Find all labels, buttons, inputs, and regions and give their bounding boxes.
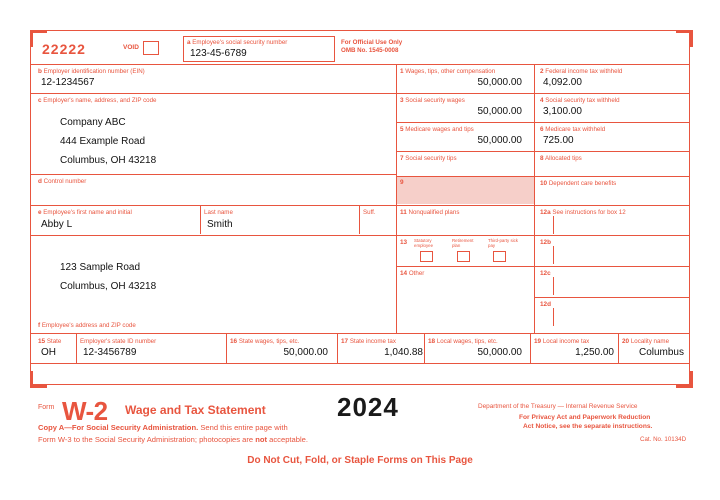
footer-cat-no: Cat. No. 10134D [640,436,687,443]
footer-form-title: Wage and Tax Statement [125,403,266,417]
box-12b-number: 12b [540,239,552,246]
box-e-letter: e [38,209,42,216]
box-6-value[interactable]: 725.00 [543,135,574,146]
box-17-number: 17 [341,338,349,345]
box-1-number: 1 [400,68,404,75]
box-c-line3[interactable]: Columbus, OH 43218 [60,155,157,166]
box-f-letter: f [38,322,41,329]
box-4-label: Social security tax withheld [545,97,620,104]
box-3-ss-wages [400,95,530,121]
box-12c [540,268,685,297]
box-2-fed-tax [540,66,685,92]
box-e-suffix-label: Suff. [363,209,376,216]
box-9-number: 9 [400,179,404,186]
divider-lastname-suffix [359,206,360,234]
crop-mark-top-right [676,30,693,47]
box-7-label: Social security tips [405,155,457,162]
box-15-employer-state-id-value[interactable]: 12-3456789 [83,347,137,358]
box-d-control-number [38,176,393,204]
void-label: VOID [123,44,139,51]
box-e-last-name-label: Last name [204,209,233,216]
box-13-thirdparty-label: Third-party sick pay [488,238,519,248]
box-5-value[interactable]: 50,000.00 [477,135,522,146]
box-12a-number: 12a [540,209,551,216]
box-e-first-name [38,207,198,234]
box-20-locality-name [622,336,686,362]
box-5-number: 5 [400,126,404,133]
official-use-line1: For Official Use Only [341,39,403,46]
box-19-value[interactable]: 1,250.00 [575,347,614,358]
divider-17-18 [424,334,425,363]
footer-privacy-line1: For Privacy Act and Paperwork Reduction [519,414,651,421]
box-a-ssn [183,36,335,62]
box-12d [540,299,685,331]
divider-row2-row3 [396,122,689,123]
footer-tax-year: 2024 [337,392,399,422]
box-e-last-name-value[interactable]: Smith [207,219,233,230]
box-10-dependent-care [540,178,685,204]
divider-row6-row7 [396,235,689,236]
box-8-number: 8 [540,155,544,162]
box-d-letter: d [38,178,42,185]
box-19-number: 19 [534,338,542,345]
divider-bottom-row [31,363,689,364]
divider-16-17 [337,334,338,363]
box-c-letter: c [38,97,42,104]
box-11-label: Nonqualified plans [408,209,460,216]
footer-copy-a-line2 [38,435,308,444]
control-number-top-value: 22222 [42,41,86,57]
footer-copy-a-line1 [38,423,288,432]
box-19-label: Local income tax [542,338,590,345]
box-b-ein [38,66,393,92]
box-10-label: Dependent care benefits [548,180,617,187]
divider-state-stateid [76,334,77,363]
box-14-number: 14 [400,270,408,277]
box-7-ss-tips [400,153,530,175]
official-use-block [341,36,541,62]
divider-19-20 [618,334,619,363]
box-11-nonqualified [400,207,530,234]
box-18-value[interactable]: 50,000.00 [477,347,522,358]
box-19-local-income-tax [534,336,620,362]
box-2-label: Federal income tax withheld [545,68,623,75]
box-18-number: 18 [428,338,436,345]
divider-d-e [31,205,396,206]
box-10-number: 10 [540,180,548,187]
box-16-state-wages [230,336,334,362]
box-f-line1[interactable]: 123 Sample Road [60,262,141,273]
box-20-label: Locality name [630,338,670,345]
box-f-employee-address [38,238,393,328]
footer-copy-a-line2-pre: Form W-3 to the Social Security Administration; photocopies are [38,435,256,444]
box-15-employer-state-id-label: Employer's state ID number [80,338,157,345]
box-20-number: 20 [622,338,630,345]
box-17-label: State income tax [349,338,396,345]
box-2-value[interactable]: 4,092.00 [543,77,582,88]
box-e-first-name-value[interactable]: Abby L [41,219,73,230]
void-checkbox[interactable] [143,41,159,55]
box-12d-number: 12d [540,301,552,308]
box-c-line1[interactable]: Company ABC [60,117,126,128]
box-6-medicare-tax [540,124,685,150]
official-use-line2: OMB No. 1545-0008 [341,47,399,54]
box-12c-code-divider [553,277,554,295]
footer-form-word: Form [38,404,55,411]
box-9-shaded [397,177,534,204]
box-18-label: Local wages, tips, etc. [436,338,498,345]
box-13-number: 13 [400,239,408,246]
box-12b-code-divider [553,246,554,264]
box-14-other [400,268,530,297]
footer-copy-a-bold: Copy A—For Social Security Administration. [38,423,199,432]
box-b-label: Employer identification number (EIN) [43,68,145,75]
box-4-number: 4 [540,97,544,104]
box-b-value[interactable]: 12-1234567 [41,77,95,88]
divider-row1-row2 [396,93,689,94]
box-15-employer-state-id [80,336,220,362]
box-12d-code-divider [553,308,554,326]
control-number-top-cell [38,36,183,62]
box-c-line2[interactable]: 444 Example Road [60,136,146,147]
divider-18-19 [530,334,531,363]
box-13-thirdparty-checkbox[interactable] [493,251,506,262]
box-3-value[interactable]: 50,000.00 [477,106,522,117]
box-14-label: Other [408,270,425,277]
box-3-label: Social security wages [405,97,465,104]
divider-row7-row8 [396,266,689,267]
box-2-number: 2 [540,68,544,75]
divider-c-d [31,174,396,175]
box-16-value[interactable]: 50,000.00 [283,347,328,358]
divider-b-c [31,93,396,94]
box-4-value[interactable]: 3,100.00 [543,106,582,117]
divider-e-f [31,235,396,236]
footer-privacy-line2: Act Notice, see the separate instructions. [523,423,653,430]
box-12a [540,207,685,234]
box-13-statutory-label: Statutory employee [414,238,434,248]
box-a-letter: a [187,39,191,46]
box-13-statutory-checkbox[interactable] [420,251,433,262]
footer-copy-a-line2-post: acceptable. [267,435,308,444]
box-a-value[interactable]: 123-45-6789 [190,48,247,59]
box-16-label: State wages, tips, etc. [238,338,300,345]
box-3-number: 3 [400,97,404,104]
box-17-state-income-tax [341,336,429,362]
box-15-label: State [46,338,62,345]
box-8-allocated-tips [540,153,685,175]
box-6-label: Medicare tax withheld [545,126,606,133]
box-f-label: Employee's address and ZIP code [41,322,136,329]
box-e-suffix [363,207,393,234]
box-20-value[interactable]: Columbus [638,347,684,358]
box-16-number: 16 [230,338,238,345]
crop-mark-bottom-right [676,371,693,388]
box-c-label: Employer's name, address, and ZIP code [43,97,157,104]
divider-12c-12d [534,297,689,298]
box-15-state-value[interactable]: OH [41,347,56,358]
box-e-last-name [204,207,354,234]
divider-firstname-lastname [200,206,201,234]
box-18-local-wages [428,336,528,362]
box-8-label: Allocated tips [544,155,582,162]
divider-row5-row6 [396,205,689,206]
box-a-label: Employee's social security number [192,39,288,46]
box-1-value[interactable]: 50,000.00 [477,77,522,88]
divider-top [31,64,689,65]
box-11-number: 11 [400,209,407,216]
box-5-medicare-wages [400,124,530,150]
box-b-letter: b [38,68,42,75]
box-12a-code-divider [553,216,554,234]
box-13-checkboxes [400,237,530,266]
box-e-label: Employee's first name and initial [43,209,132,216]
divider-col1-col2 [534,64,535,333]
footer-form-name: W-2 [62,396,108,426]
box-15-number: 15 [38,338,46,345]
box-15-state [38,336,76,362]
footer-copy-a-line2-bold: not [255,435,268,444]
box-4-ss-tax [540,95,685,121]
box-1-label: Wages, tips, other compensation [405,68,496,75]
box-12b [540,237,685,266]
box-f-line2[interactable]: Columbus, OH 43218 [60,281,157,292]
box-1-wages [400,66,530,92]
box-c-employer [38,95,393,173]
box-d-label: Control number [43,178,87,185]
box-12a-label: See instructions for box 12 [552,209,626,216]
box-7-number: 7 [400,155,404,162]
box-13-retirement-label: Retirement plan [452,238,474,248]
divider-stateid-16 [226,334,227,363]
box-12c-number: 12c [540,270,551,277]
footer-department-line: Department of the Treasury — Internal Revenue Service [478,403,638,410]
box-13-retirement-checkbox[interactable] [457,251,470,262]
divider-above-state-row [31,333,689,334]
box-6-number: 6 [540,126,544,133]
footer-copy-a-rest: Send this entire page with [198,423,288,432]
footer-do-not-cut: Do Not Cut, Fold, or Staple Forms on This Page [247,455,473,466]
box-5-label: Medicare wages and tips [405,126,474,133]
divider-row3-row4 [396,151,689,152]
crop-mark-bottom-left [30,371,47,388]
box-17-value[interactable]: 1,040.88 [384,347,423,358]
